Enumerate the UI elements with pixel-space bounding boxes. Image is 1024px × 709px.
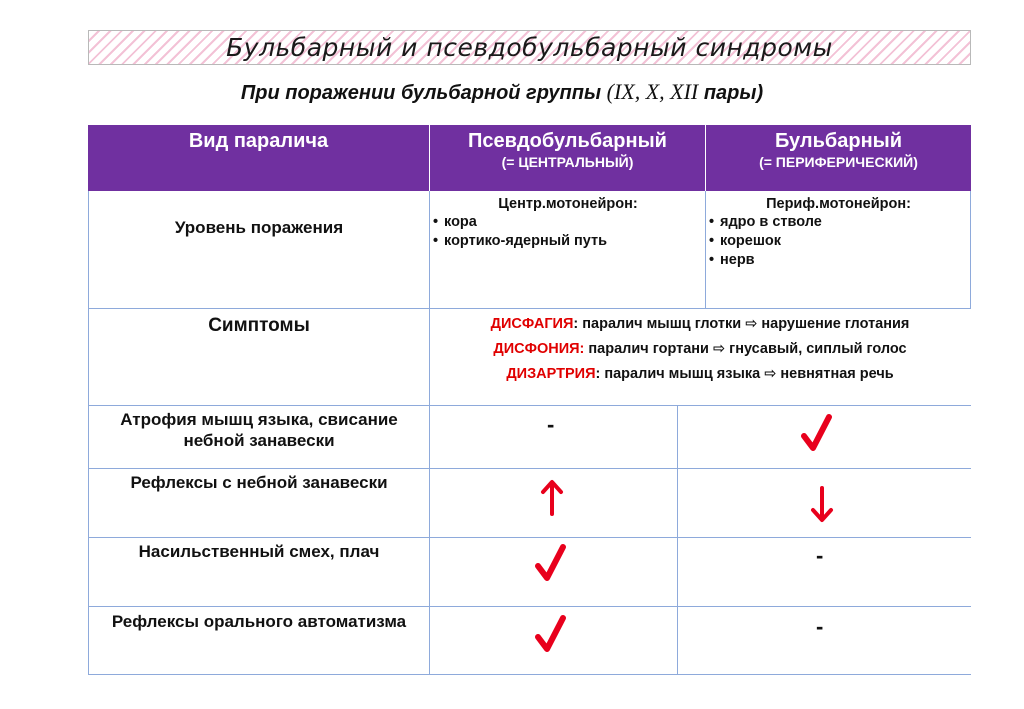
list-item: • нерв bbox=[709, 251, 968, 270]
symptom-term: ДИЗАРТРИЯ bbox=[506, 366, 596, 382]
arrow-icon: ⇨ bbox=[745, 316, 758, 332]
row-label-lesion-level: Уровень поражения bbox=[174, 218, 344, 237]
pseudo-level-cell bbox=[433, 195, 703, 251]
bulbar-laughter-dash: - bbox=[816, 543, 824, 568]
list-item: • кора bbox=[433, 213, 703, 232]
grid-row-atrophy-bottom bbox=[88, 468, 971, 469]
grid-row-reflexes-bottom bbox=[88, 537, 971, 538]
arrow-icon: ⇨ bbox=[764, 366, 777, 382]
bulbar-level-list bbox=[709, 213, 968, 270]
symptom-line-dysarthria: ДИЗАРТРИЯ: паралич мышц языка ⇨ невнятная речь bbox=[506, 366, 894, 382]
pseudo-atrophy-dash: - bbox=[547, 412, 555, 437]
list-item: • кортико-ядерный путь bbox=[433, 232, 703, 251]
header-col-bulbar bbox=[705, 125, 971, 191]
grid-row-symptoms-bottom bbox=[88, 405, 971, 406]
subtitle-suffix: пары) bbox=[703, 82, 764, 104]
header-bulbar-title: Бульбарный bbox=[774, 130, 903, 152]
grid-right-border-upper bbox=[970, 191, 971, 308]
header-pseudobulbar-title: Псевдобульбарный bbox=[468, 130, 667, 152]
symptom-term: ДИСФАГИЯ bbox=[490, 316, 574, 332]
symptom-line-dysphonia: ДИСФОНИЯ: паралич гортани ⇨ гнусавый, сиплый голос bbox=[493, 341, 907, 357]
header-pseudobulbar-subtitle: (= ЦЕНТРАЛЬНЫЙ) bbox=[501, 154, 634, 170]
grid-row-level-bottom bbox=[88, 308, 971, 309]
subtitle bbox=[0, 79, 1004, 105]
header-col-paralysis-type-label: Вид паралича bbox=[188, 130, 329, 152]
grid-col1-divider bbox=[429, 191, 430, 674]
page-title: Бульбарный и псевдобульбарный синдромы bbox=[226, 33, 833, 62]
header-bulbar-subtitle: (= ПЕРИФЕРИЧЕСКИЙ) bbox=[759, 154, 918, 170]
row-label-forced-laughter: Насильственный смех, плач bbox=[138, 542, 380, 561]
pseudo-level-title: Центр.мотонейрон: bbox=[498, 196, 638, 212]
row-label-oral-automatism: Рефлексы орального автоматизма bbox=[111, 612, 407, 631]
arrow-icon: ⇨ bbox=[712, 341, 726, 357]
bulbar-reflex-down-arrow-icon bbox=[810, 484, 834, 524]
grid-table-bottom bbox=[88, 674, 971, 675]
pseudo-reflex-up-arrow-icon bbox=[540, 478, 564, 518]
row-label-palatal-reflexes: Рефлексы с небной занавески bbox=[130, 473, 388, 492]
symptom-term: ДИСФОНИЯ: bbox=[493, 341, 585, 357]
pseudo-laughter-check-icon bbox=[534, 542, 568, 584]
subtitle-pairs: (IX, X, XII bbox=[606, 79, 699, 104]
grid-row-laughter-bottom bbox=[88, 606, 971, 607]
grid-col2-divider-lower bbox=[677, 405, 678, 674]
pseudo-oral-check-icon bbox=[534, 613, 568, 655]
list-item: • ядро в стволе bbox=[709, 213, 968, 232]
header-col-paralysis-type bbox=[88, 125, 429, 191]
bulbar-atrophy-check-icon bbox=[800, 412, 834, 454]
subtitle-prefix: При поражении бульбарной группы bbox=[240, 82, 602, 104]
pseudo-level-list bbox=[433, 213, 703, 251]
header-col-pseudobulbar bbox=[429, 125, 705, 191]
grid-col2-divider-upper bbox=[705, 191, 706, 308]
bulbar-level-cell bbox=[709, 195, 968, 270]
row-label-symptoms: Симптомы bbox=[208, 315, 310, 336]
symptom-line-dysphagia: ДИСФАГИЯ: паралич мышц глотки ⇨ нарушение глотания bbox=[490, 316, 910, 332]
bulbar-oral-dash: - bbox=[816, 614, 824, 639]
list-item: • корешок bbox=[709, 232, 968, 251]
bulbar-level-title: Периф.мотонейрон: bbox=[766, 196, 911, 212]
row-label-atrophy: Атрофия мышц языка, свисание небной занавески bbox=[120, 410, 398, 450]
symptoms-cell bbox=[431, 312, 969, 387]
title-banner bbox=[88, 30, 971, 65]
